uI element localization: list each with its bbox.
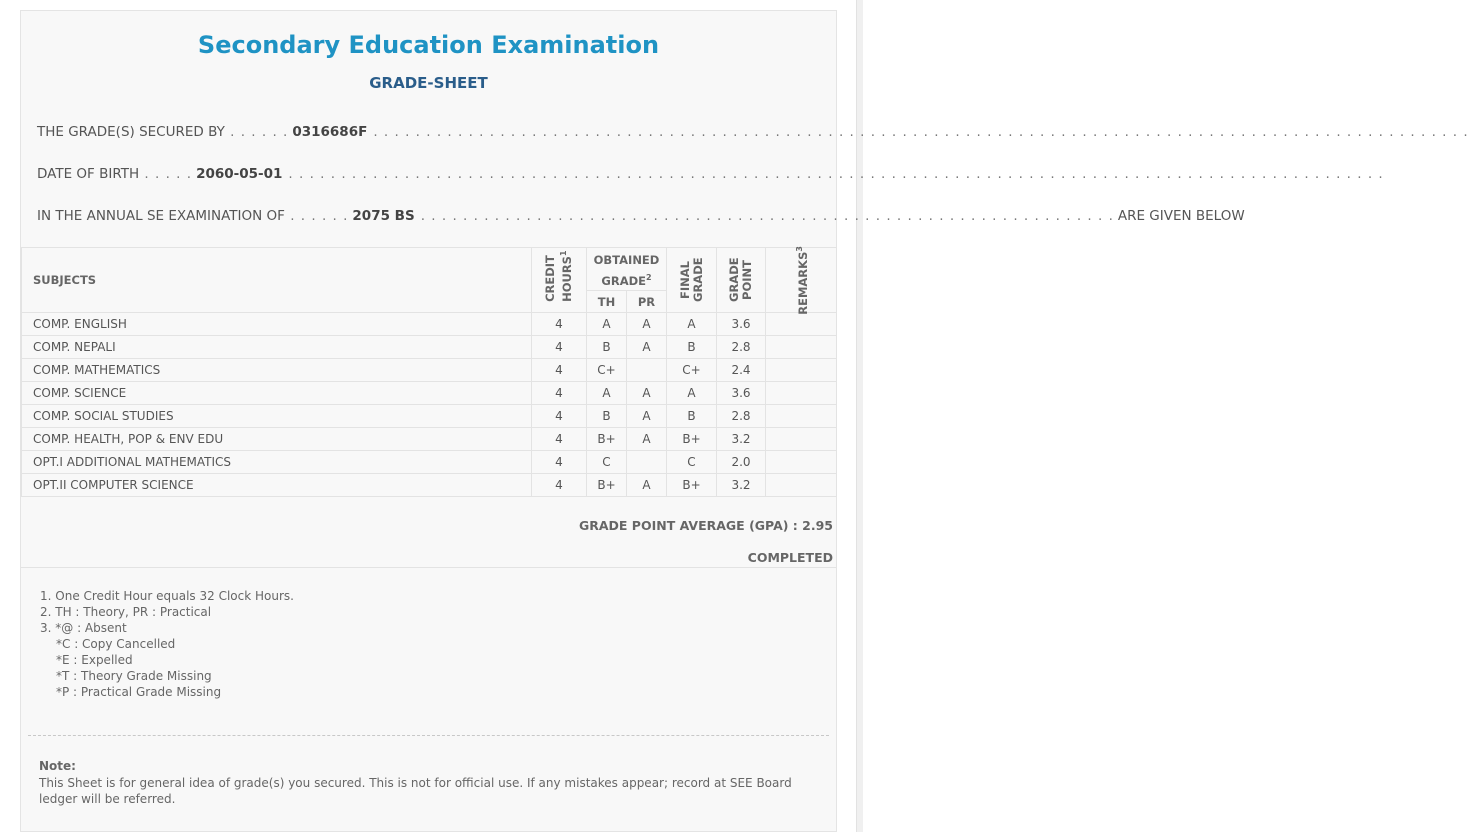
secured-by-line: THE GRADE(S) SECURED BY . . . . . . 0316686F . . . . . . . . . . . . . . . . . . . . . . . . . . . . . . . . . . . . . . . . . . . . . . . . . . . . . . . . . . . . . . . . . . . . . . . . . . . . . . . . . . . . . . . . . . . . . . . . . . . . . . . .	[37, 124, 1469, 140]
table-row: COMP. SCIENCE 4 A A A 3.6	[22, 382, 837, 405]
footnote-item: 1. One Credit Hour equals 32 Clock Hours.	[40, 589, 294, 603]
table-row: COMP. ENGLISH 4 A A A 3.6	[22, 313, 837, 336]
footnote-item: 3. *@ : Absent	[40, 621, 127, 635]
exam-line: IN THE ANNUAL SE EXAMINATION OF . . . . . . 2075 BS . . . . . . . . . . . . . . . . . . . . . . . . . . . . . . . . . . . . . . . . . . . . . . . . . . . . . . . . . . . . . . . . . . ARE GIVEN BELOW	[37, 208, 1245, 224]
dob-label: DATE OF BIRTH	[37, 166, 140, 182]
dob-value: 2060-05-01	[196, 166, 283, 182]
footnote-item: *T : Theory Grade Missing	[56, 669, 212, 683]
page-subtitle: GRADE-SHEET	[369, 74, 488, 92]
divider	[21, 567, 836, 568]
remarks-header: REMARKS$^3$	[766, 248, 837, 313]
grade-sheet	[20, 10, 1469, 832]
table-row: OPT.I ADDITIONAL MATHEMATICS 4 C C 2.0	[22, 451, 837, 474]
secured-by-label: THE GRADE(S) SECURED BY	[37, 124, 225, 140]
table-row: COMP. HEALTH, POP & ENV EDU 4 B+ A B+ 3.2	[22, 428, 837, 451]
grade-table	[21, 247, 837, 497]
exam-year: 2075 BS	[352, 208, 415, 224]
table-row: OPT.II COMPUTER SCIENCE 4 B+ A B+ 3.2	[22, 474, 837, 497]
footnote-item: *P : Practical Grade Missing	[56, 685, 222, 699]
table-row: COMP. SOCIAL STUDIES 4 B A B 2.8	[22, 405, 837, 428]
footnote-item: 2. TH : Theory, PR : Practical	[40, 605, 212, 619]
exam-tail: ARE GIVEN BELOW	[1117, 208, 1245, 224]
dob-line: DATE OF BIRTH . . . . . 2060-05-01 . . . . . . . . . . . . . . . . . . . . . . . . . . . . . . . . . . . . . . . . . . . . . . . . . . . . . . . . . . . . . . . . . . . . . . . . . . . . . . . . . . . . . . . . . . . . . . . . . . . . . . . .	[37, 166, 1384, 182]
exam-label: IN THE ANNUAL SE EXAMINATION OF	[37, 208, 285, 224]
obtained-grade-header: OBTAINED GRADE$^2$	[587, 248, 667, 291]
table-row: COMP. MATHEMATICS 4 C+ C+ 2.4	[22, 359, 837, 382]
dashed-divider	[28, 735, 829, 736]
subjects-header: SUBJECTS	[22, 248, 532, 313]
pr-header: PR	[627, 291, 667, 313]
footnote-item: *C : Copy Cancelled	[56, 637, 176, 651]
note-body: This Sheet is for general idea of grade(s) you secured. This is not for official use. If any mistakes appear; record at SEE Board ledger will be referred.	[39, 776, 792, 806]
grade-point-header: GRADE POINT	[717, 248, 766, 313]
page-title: Secondary Education Examination	[197, 31, 660, 59]
status-badge: COMPLETED	[747, 550, 833, 565]
symbol-number: 0316686F	[292, 124, 368, 140]
footnote-item: *E : Expelled	[56, 653, 133, 667]
credit-hours-header: CREDIT HOURS$^1$	[532, 248, 587, 313]
note-title: Note:	[39, 759, 76, 773]
footnotes	[40, 588, 294, 700]
table-row: COMP. NEPALI 4 B A B 2.8	[22, 336, 837, 359]
th-header: TH	[587, 291, 627, 313]
gpa-summary: GRADE POINT AVERAGE (GPA) : 2.95	[578, 518, 833, 533]
final-grade-header: FINAL GRADE	[667, 248, 717, 313]
